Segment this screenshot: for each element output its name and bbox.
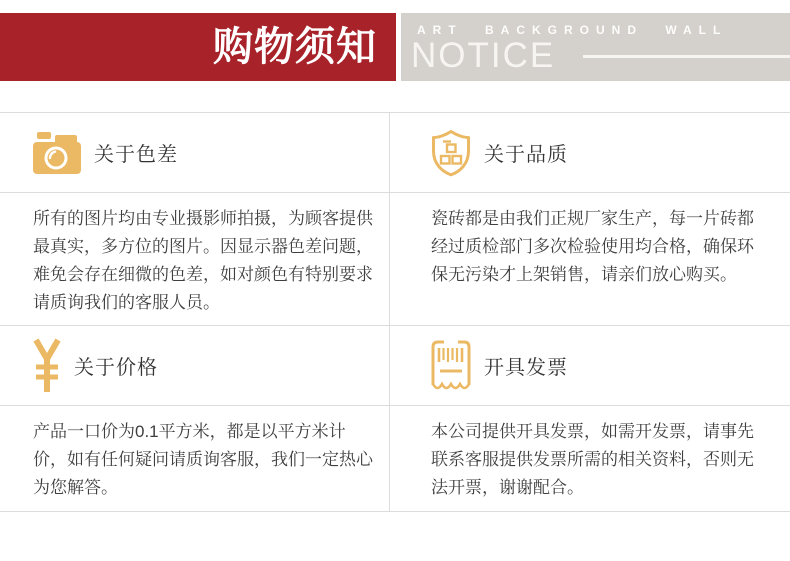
banner-subtitle-row — [411, 38, 790, 75]
paragraph-text: 本公司提供开具发票，如需开发票，请事先联系客服提供发票所需的相关资料，否则无法开票，谢谢配合。 — [431, 422, 754, 497]
banner-subtitle: NOTICE — [411, 36, 556, 75]
shield-icon — [431, 129, 471, 177]
paragraph-text: 产品一口价为0.1平方米，都是以平方米计价，如有任何疑问请质询客服，我们一定热心为您解答。 — [33, 422, 373, 497]
receipt-icon — [431, 340, 471, 392]
section-title: 关于色差 — [94, 144, 178, 166]
header-row-1 — [0, 113, 790, 193]
notice-content-box — [0, 112, 790, 512]
camera-icon — [33, 132, 81, 174]
section-invoice-body — [390, 406, 790, 511]
banner — [0, 13, 790, 81]
paragraph-text: 所有的图片均由专业摄影师拍摄，为顾客提供最真实，多方位的图片。因显示器色差问题，难免会存在细微的色差，如对颜色有特别要求请质询我们的客服人员。 — [33, 209, 373, 312]
banner-red-block — [0, 13, 396, 81]
section-invoice-header — [390, 326, 790, 405]
section-quality-header — [390, 113, 790, 192]
section-color-difference-header — [0, 113, 390, 192]
section-price-header — [0, 326, 390, 405]
section-price-body — [0, 406, 390, 511]
banner-tagline: ART BACKGROUND WALL — [417, 23, 728, 37]
banner-gray-block — [401, 13, 790, 81]
page-title: 购物须知 — [213, 25, 377, 69]
section-title: 关于价格 — [74, 357, 158, 379]
paragraph-text: 瓷砖都是由我们正规厂家生产，每一片砖都经过质检部门多次检验使用均合格，确保环保无污染才上架销售，请亲们放心购买。 — [431, 209, 754, 284]
section-quality-body — [390, 193, 790, 325]
banner-rule-line — [583, 55, 790, 58]
header-row-2 — [0, 326, 790, 406]
paragraph-row-2 — [0, 406, 790, 511]
section-title: 开具发票 — [484, 357, 568, 379]
section-title: 关于品质 — [484, 144, 568, 166]
paragraph-row-1 — [0, 193, 790, 326]
section-color-difference-body — [0, 193, 390, 325]
yen-icon — [33, 338, 61, 394]
